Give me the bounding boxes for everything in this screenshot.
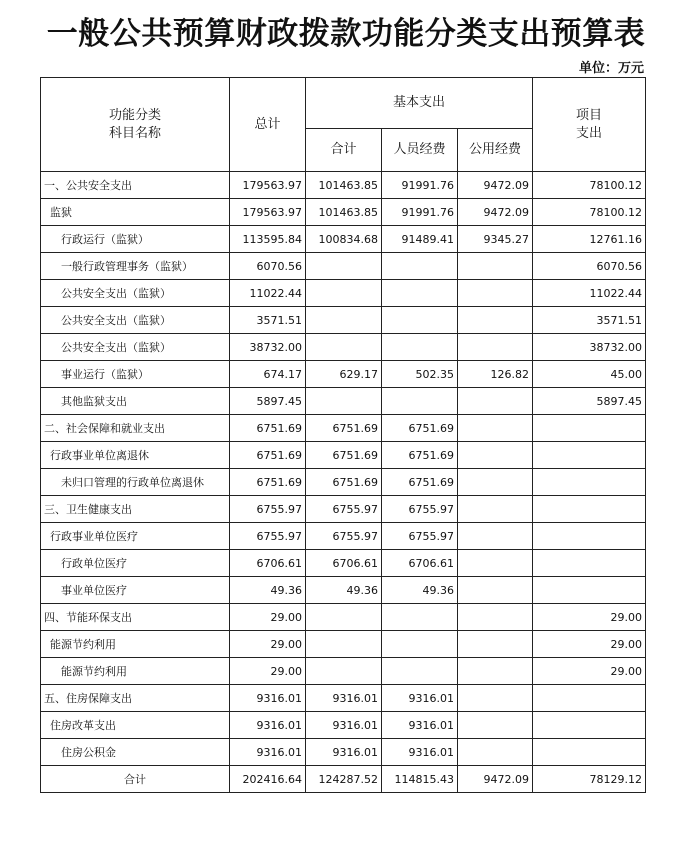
- row-name: 行政事业单位医疗: [41, 523, 230, 550]
- cell-total: 11022.44: [230, 280, 306, 307]
- cell-proj: [533, 685, 646, 712]
- row-name: 其他监狱支出: [41, 388, 230, 415]
- cell-pers: 6751.69: [382, 442, 458, 469]
- cell-proj: [533, 550, 646, 577]
- cell-total: 29.00: [230, 658, 306, 685]
- cell-proj: [533, 442, 646, 469]
- cell-sub: [306, 307, 382, 334]
- cell-pub: [458, 334, 533, 361]
- total-cell-total: 202416.64: [230, 766, 306, 793]
- cell-pub: [458, 604, 533, 631]
- cell-pers: [382, 280, 458, 307]
- cell-pers: 6751.69: [382, 415, 458, 442]
- row-name: 一、公共安全支出: [41, 172, 230, 199]
- cell-proj: 29.00: [533, 631, 646, 658]
- cell-pub: [458, 496, 533, 523]
- cell-total: 113595.84: [230, 226, 306, 253]
- cell-sub: 6751.69: [306, 469, 382, 496]
- row-name: 行政单位医疗: [41, 550, 230, 577]
- cell-pers: [382, 388, 458, 415]
- cell-pub: [458, 307, 533, 334]
- cell-pub: [458, 631, 533, 658]
- cell-pub: [458, 388, 533, 415]
- cell-proj: 29.00: [533, 658, 646, 685]
- cell-pub: [458, 415, 533, 442]
- table-row: [41, 334, 646, 361]
- cell-pers: [382, 658, 458, 685]
- cell-proj: [533, 523, 646, 550]
- table-body: [41, 172, 646, 793]
- cell-proj: 29.00: [533, 604, 646, 631]
- header-category: [41, 78, 230, 172]
- table-row: [41, 658, 646, 685]
- cell-pers: 91991.76: [382, 199, 458, 226]
- table-row: [41, 172, 646, 199]
- cell-total: 38732.00: [230, 334, 306, 361]
- table-row: [41, 226, 646, 253]
- row-name: 一般行政管理事务（监狱）: [41, 253, 230, 280]
- cell-proj: 3571.51: [533, 307, 646, 334]
- header-project-line1: 项目: [575, 107, 602, 123]
- budget-table: [40, 77, 646, 793]
- row-name: 能源节约利用: [41, 631, 230, 658]
- cell-sub: 101463.85: [306, 172, 382, 199]
- cell-pers: [382, 604, 458, 631]
- table-row: [41, 577, 646, 604]
- table-row: [41, 739, 646, 766]
- table-row: [41, 631, 646, 658]
- table-row: [41, 442, 646, 469]
- cell-pub: [458, 469, 533, 496]
- cell-proj: 5897.45: [533, 388, 646, 415]
- table-row: [41, 415, 646, 442]
- header-category-line2: 科目名称: [108, 125, 161, 141]
- cell-pers: [382, 307, 458, 334]
- cell-sub: [306, 388, 382, 415]
- cell-pers: 6706.61: [382, 550, 458, 577]
- row-name: 行政运行（监狱）: [41, 226, 230, 253]
- cell-sub: 9316.01: [306, 685, 382, 712]
- cell-pub: [458, 442, 533, 469]
- row-name: 公共安全支出（监狱）: [41, 334, 230, 361]
- row-name: 住房改革支出: [41, 712, 230, 739]
- cell-pers: 9316.01: [382, 712, 458, 739]
- cell-total: 6751.69: [230, 469, 306, 496]
- table-row: [41, 523, 646, 550]
- table-row: [41, 253, 646, 280]
- cell-total: 179563.97: [230, 172, 306, 199]
- cell-sub: [306, 253, 382, 280]
- cell-proj: [533, 712, 646, 739]
- cell-total: 6751.69: [230, 415, 306, 442]
- total-cell-pub: 9472.09: [458, 766, 533, 793]
- total-cell-sub: 124287.52: [306, 766, 382, 793]
- total-row-name: 合计: [41, 766, 230, 793]
- cell-total: 29.00: [230, 631, 306, 658]
- cell-pers: 49.36: [382, 577, 458, 604]
- cell-total: 3571.51: [230, 307, 306, 334]
- cell-proj: [533, 415, 646, 442]
- row-name: 住房公积金: [41, 739, 230, 766]
- cell-proj: 38732.00: [533, 334, 646, 361]
- header-project-line2: 支出: [575, 125, 602, 141]
- cell-sub: 100834.68: [306, 226, 382, 253]
- cell-sub: 6706.61: [306, 550, 382, 577]
- cell-pers: 6755.97: [382, 523, 458, 550]
- table-row: [41, 307, 646, 334]
- cell-pers: 9316.01: [382, 739, 458, 766]
- cell-pub: 9472.09: [458, 199, 533, 226]
- page-title: 一般公共预算财政拨款功能分类支出预算表: [46, 16, 646, 52]
- cell-total: 5897.45: [230, 388, 306, 415]
- row-name: 公共安全支出（监狱）: [41, 307, 230, 334]
- cell-sub: [306, 280, 382, 307]
- table-row: [41, 280, 646, 307]
- cell-total: 9316.01: [230, 685, 306, 712]
- cell-pub: [458, 523, 533, 550]
- cell-proj: 78100.12: [533, 199, 646, 226]
- cell-sub: 6751.69: [306, 442, 382, 469]
- cell-pub: [458, 685, 533, 712]
- row-name: 事业运行（监狱）: [41, 361, 230, 388]
- cell-pub: [458, 253, 533, 280]
- cell-total: 6751.69: [230, 442, 306, 469]
- cell-total: 6706.61: [230, 550, 306, 577]
- total-row: [41, 766, 646, 793]
- table-row: [41, 712, 646, 739]
- total-cell-pers: 114815.43: [382, 766, 458, 793]
- table-row: [41, 199, 646, 226]
- table-row: [41, 496, 646, 523]
- cell-proj: [533, 496, 646, 523]
- cell-pers: 6755.97: [382, 496, 458, 523]
- row-name: 二、社会保障和就业支出: [41, 415, 230, 442]
- cell-sub: 9316.01: [306, 739, 382, 766]
- header-basic: 基本支出: [306, 78, 533, 129]
- header-category-line1: 功能分类: [108, 107, 161, 123]
- header-public: 公用经费: [458, 129, 533, 172]
- row-name: 三、卫生健康支出: [41, 496, 230, 523]
- cell-sub: [306, 334, 382, 361]
- cell-sub: 101463.85: [306, 199, 382, 226]
- cell-pub: [458, 658, 533, 685]
- row-name: 未归口管理的行政单位离退休: [41, 469, 230, 496]
- cell-proj: 12761.16: [533, 226, 646, 253]
- cell-proj: [533, 469, 646, 496]
- header-personnel: 人员经费: [382, 129, 458, 172]
- cell-total: 9316.01: [230, 712, 306, 739]
- cell-total: 6070.56: [230, 253, 306, 280]
- table-row: [41, 469, 646, 496]
- cell-pers: 502.35: [382, 361, 458, 388]
- cell-total: 674.17: [230, 361, 306, 388]
- total-cell-proj: 78129.12: [533, 766, 646, 793]
- row-name: 能源节约利用: [41, 658, 230, 685]
- unit-label: 单位：万元: [578, 61, 644, 76]
- cell-proj: 78100.12: [533, 172, 646, 199]
- cell-total: 9316.01: [230, 739, 306, 766]
- cell-sub: 49.36: [306, 577, 382, 604]
- cell-pers: [382, 631, 458, 658]
- table-row: [41, 388, 646, 415]
- cell-proj: 11022.44: [533, 280, 646, 307]
- cell-total: 179563.97: [230, 199, 306, 226]
- row-name: 公共安全支出（监狱）: [41, 280, 230, 307]
- cell-pers: 6751.69: [382, 469, 458, 496]
- cell-sub: 6755.97: [306, 496, 382, 523]
- cell-total: 6755.97: [230, 496, 306, 523]
- cell-proj: [533, 577, 646, 604]
- cell-pers: 9316.01: [382, 685, 458, 712]
- cell-pub: 9345.27: [458, 226, 533, 253]
- cell-pers: [382, 334, 458, 361]
- row-name: 五、住房保障支出: [41, 685, 230, 712]
- row-name: 四、节能环保支出: [41, 604, 230, 631]
- cell-sub: 629.17: [306, 361, 382, 388]
- cell-sub: 9316.01: [306, 712, 382, 739]
- cell-pub: [458, 280, 533, 307]
- cell-total: 29.00: [230, 604, 306, 631]
- cell-proj: 45.00: [533, 361, 646, 388]
- table-row: [41, 550, 646, 577]
- cell-pub: [458, 712, 533, 739]
- header-project: [533, 78, 646, 172]
- cell-pers: [382, 253, 458, 280]
- cell-pub: [458, 577, 533, 604]
- header-subtotal: 合计: [306, 129, 382, 172]
- cell-sub: 6755.97: [306, 523, 382, 550]
- table-row: [41, 604, 646, 631]
- row-name: 行政事业单位离退休: [41, 442, 230, 469]
- row-name: 事业单位医疗: [41, 577, 230, 604]
- row-name: 监狱: [41, 199, 230, 226]
- cell-pub: [458, 739, 533, 766]
- cell-proj: [533, 739, 646, 766]
- cell-pub: 9472.09: [458, 172, 533, 199]
- cell-pers: 91991.76: [382, 172, 458, 199]
- cell-sub: [306, 658, 382, 685]
- header-total: 总计: [230, 78, 306, 172]
- cell-pub: 126.82: [458, 361, 533, 388]
- table-row: [41, 685, 646, 712]
- table-row: [41, 361, 646, 388]
- cell-sub: [306, 631, 382, 658]
- cell-pers: 91489.41: [382, 226, 458, 253]
- cell-total: 49.36: [230, 577, 306, 604]
- cell-proj: 6070.56: [533, 253, 646, 280]
- cell-pub: [458, 550, 533, 577]
- cell-sub: [306, 604, 382, 631]
- cell-sub: 6751.69: [306, 415, 382, 442]
- cell-total: 6755.97: [230, 523, 306, 550]
